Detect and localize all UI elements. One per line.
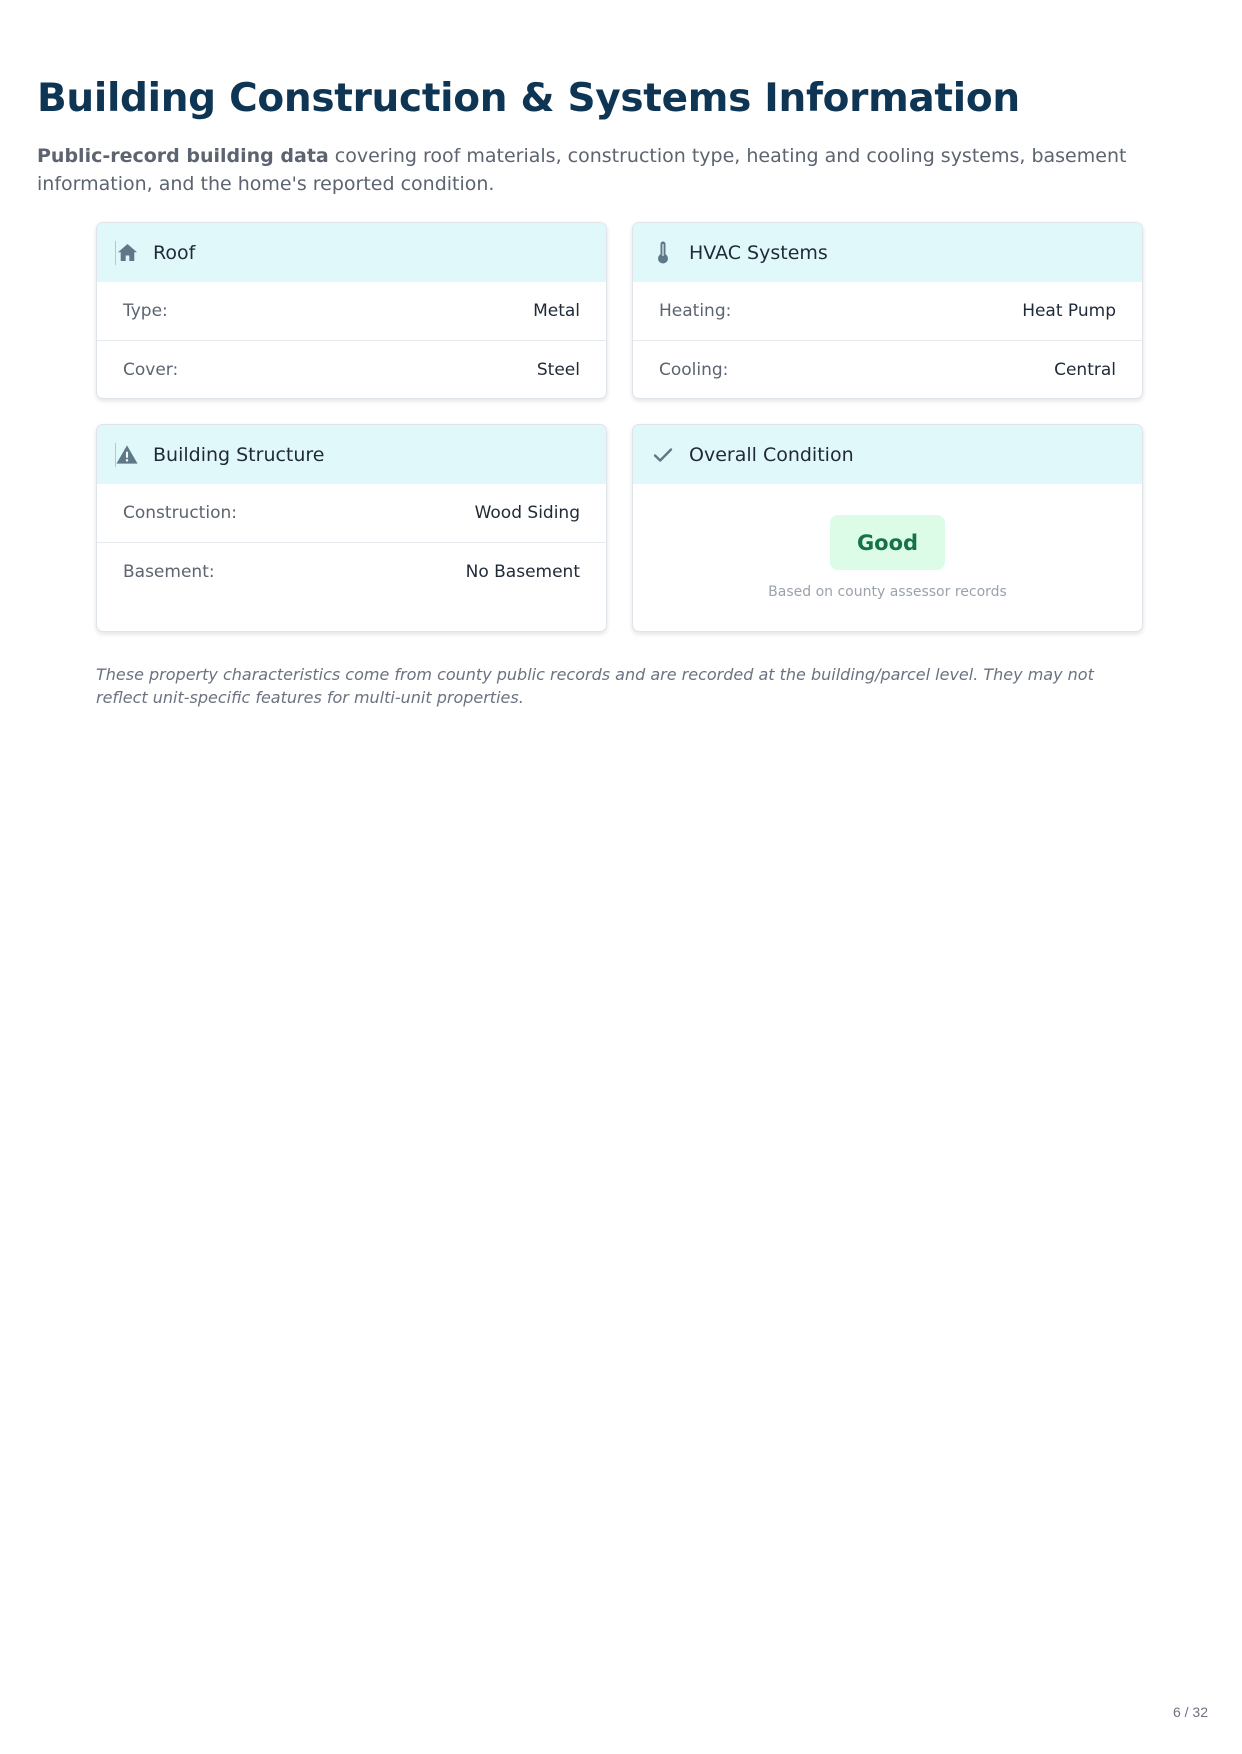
structure-card-header — [97, 425, 606, 484]
intro-lead: Public-record building data — [37, 145, 329, 167]
heating-row — [633, 282, 1142, 340]
construction-row — [97, 484, 606, 542]
building-structure-card — [96, 424, 607, 632]
roof-type-row — [97, 282, 606, 340]
hvac-card-header — [633, 223, 1142, 282]
page-intro — [37, 142, 1207, 198]
condition-body — [633, 484, 1142, 632]
cooling-row — [633, 340, 1142, 398]
overall-condition-card — [632, 424, 1143, 632]
condition-note: Based on county assessor records — [768, 584, 1007, 600]
basement-row — [97, 542, 606, 600]
heating-label: Heating: — [659, 301, 732, 321]
roof-type-value: Metal — [533, 301, 580, 321]
roof-card-title: Roof — [153, 241, 196, 264]
heating-value: Heat Pump — [1022, 301, 1116, 321]
cooling-label: Cooling: — [659, 359, 729, 380]
roof-cover-row — [97, 340, 606, 398]
warning-icon — [116, 444, 138, 466]
roof-type-label: Type: — [123, 301, 168, 321]
hvac-card — [632, 222, 1143, 399]
condition-badge: Good — [830, 515, 945, 570]
roof-card — [96, 222, 607, 399]
construction-label: Construction: — [123, 503, 237, 523]
roof-cover-label: Cover: — [123, 359, 179, 380]
condition-card-header — [633, 425, 1142, 484]
condition-card-title: Overall Condition — [689, 443, 854, 466]
roof-card-header — [97, 223, 606, 282]
hvac-card-title: HVAC Systems — [689, 241, 828, 264]
page-number: 6 / 32 — [1172, 1704, 1208, 1720]
construction-value: Wood Siding — [474, 503, 580, 523]
basement-value: No Basement — [465, 561, 580, 582]
checkmark-icon — [652, 444, 674, 466]
basement-label: Basement: — [123, 561, 215, 582]
intro-text: covering roof materials, construction type, heating and cooling systems, basement information, and the home's reported condition. — [37, 145, 1127, 195]
home-icon — [116, 242, 138, 264]
page-title: Building Construction & Systems Information — [37, 76, 1020, 121]
structure-card-title: Building Structure — [153, 443, 325, 466]
thermometer-icon — [652, 242, 674, 264]
header-divider — [115, 241, 116, 265]
records-disclaimer: These property characteristics come from county public records and are recorded at the building/parcel level. They may not reflect unit-specific features for multi-unit properties. — [96, 665, 1094, 707]
cooling-value: Central — [1054, 359, 1116, 380]
header-divider — [115, 443, 116, 467]
roof-cover-value: Steel — [536, 359, 580, 380]
